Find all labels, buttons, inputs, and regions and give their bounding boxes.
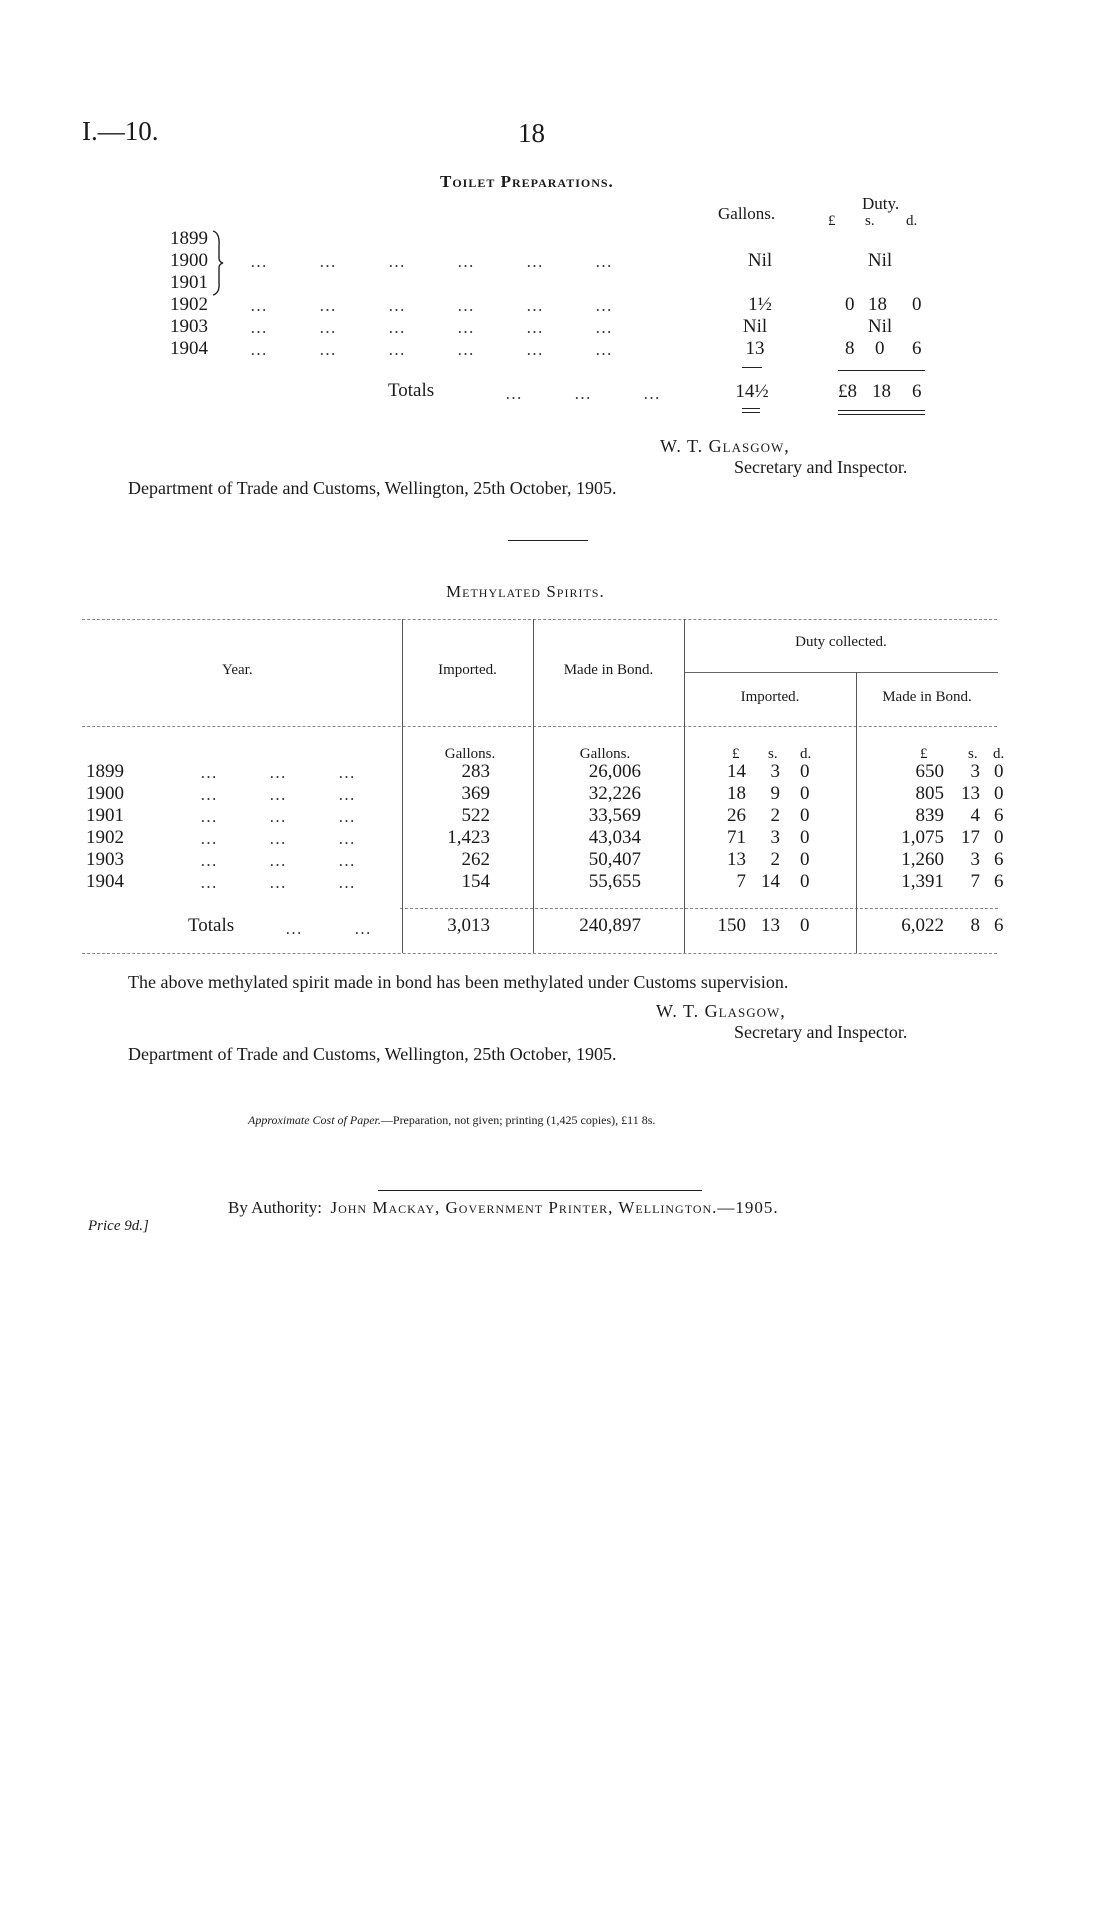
toilet-gallons: Nil — [742, 316, 768, 337]
meths-duty-made-pence: 0 — [994, 827, 1004, 848]
unit-gallons-imported: Gallons. — [444, 746, 496, 762]
unit-pence: d. — [993, 746, 1005, 762]
meths-duty-imp-pound: 7 — [736, 871, 746, 892]
meths-duty-imp-pence: 0 — [800, 849, 810, 870]
meths-duty-made-pound: 805 — [915, 783, 944, 804]
toilet-gallons: Nil — [747, 250, 773, 271]
toilet-signer-title: Secretary and Inspector. — [734, 457, 908, 477]
meths-duty-made-shilling: 3 — [970, 761, 980, 782]
toilet-duty-shilling: 0 — [875, 338, 885, 359]
leader-dots: … … — [285, 919, 373, 938]
meths-totals-made-shilling: 8 — [970, 915, 980, 936]
unit-pence: d. — [800, 746, 812, 762]
header-duty-made-in-bond: Made in Bond. — [882, 689, 972, 705]
meths-duty-made-shilling: 3 — [970, 849, 980, 870]
meths-duty-imp-shilling: 9 — [770, 783, 780, 804]
meths-duty-made-pence: 6 — [994, 849, 1004, 870]
toilet-dept-line: Department of Trade and Customs, Wellington, 25th October, 1905. — [128, 478, 617, 498]
toilet-totals-pound: £8 — [838, 381, 857, 402]
meths-imported: 369 — [461, 783, 490, 804]
unit-pound: £ — [920, 746, 928, 762]
meths-imported: 154 — [461, 871, 490, 892]
meths-totals-made: 240,897 — [579, 915, 641, 936]
meths-year: 1901 — [86, 805, 124, 826]
toilet-gallons: 13 — [745, 338, 765, 359]
price: Price 9d.] — [88, 1218, 149, 1234]
duty-subheader-rule — [684, 672, 998, 673]
meths-duty-made-shilling: 17 — [961, 827, 980, 848]
toilet-duty-pence: 6 — [912, 338, 922, 359]
meths-signer-title: Secretary and Inspector. — [734, 1022, 908, 1042]
meths-duty-made-shilling: 7 — [970, 871, 980, 892]
meths-year: 1903 — [86, 849, 124, 870]
meths-duty-imp-pound: 14 — [727, 761, 746, 782]
meths-duty-imp-pence: 0 — [800, 871, 810, 892]
toilet-signer-name: W. T. Glasgow, — [660, 436, 790, 456]
toilet-duty-shilling: 18 — [868, 294, 887, 315]
leader-dots: … … … — [200, 807, 357, 826]
toilet-year: 1901 — [170, 272, 208, 293]
meths-totals-imp-shilling: 13 — [761, 915, 780, 936]
meths-totals-made-pound: 6,022 — [901, 915, 944, 936]
meths-totals-imported: 3,013 — [447, 915, 490, 936]
meths-duty-imp-pound: 71 — [727, 827, 746, 848]
meths-made: 43,034 — [588, 827, 641, 848]
meths-duty-imp-shilling: 14 — [761, 871, 780, 892]
leader-dots: … … … … … … — [250, 340, 614, 359]
toilet-year: 1903 — [170, 316, 208, 337]
meths-duty-made-pound: 1,391 — [901, 871, 944, 892]
document-reference: I.—10. — [82, 116, 159, 146]
meths-year: 1900 — [86, 783, 124, 804]
toilet-duty-pound: 8 — [845, 338, 855, 359]
unit-pound: £ — [732, 746, 740, 762]
meths-dept-line: Department of Trade and Customs, Wellington, 25th October, 1905. — [128, 1044, 617, 1064]
table-bottom-rule — [82, 953, 997, 954]
unit-gallons-made: Gallons. — [579, 746, 631, 762]
toilet-unit-pence: d. — [906, 213, 918, 229]
meths-duty-made-pence: 6 — [994, 805, 1004, 826]
meths-duty-made-pound: 839 — [915, 805, 944, 826]
meths-duty-imp-pence: 0 — [800, 761, 810, 782]
table-top-rule — [82, 619, 997, 620]
toilet-signer — [660, 436, 790, 457]
meths-title: Methylated Spirits. — [446, 582, 605, 601]
toilet-duty-double-rule — [838, 410, 925, 415]
toilet-year: 1900 — [170, 250, 208, 271]
meths-signer-name: W. T. Glasgow, — [656, 1001, 786, 1021]
toilet-duty-pound: 0 — [845, 294, 855, 315]
year-bracket — [212, 230, 224, 296]
printer-line: John Mackay, Government Printer, Wellington.—1905. — [330, 1198, 779, 1217]
cost-text: —Preparation, not given; printing (1,425 copies), £11 8s. — [380, 1113, 656, 1127]
meths-totals-label: Totals — [188, 915, 235, 936]
meths-made: 32,226 — [588, 783, 641, 804]
leader-dots: … … … — [200, 785, 357, 804]
meths-duty-imp-pound: 18 — [727, 783, 746, 804]
meths-made: 33,569 — [588, 805, 641, 826]
toilet-col-duty: Duty. — [862, 194, 900, 213]
meths-duty-made-shilling: 13 — [961, 783, 980, 804]
meths-duty-made-pence: 0 — [994, 761, 1004, 782]
meths-imported: 1,423 — [447, 827, 490, 848]
meths-totals-imp-pound: 150 — [717, 915, 746, 936]
meths-duty-made-shilling: 4 — [970, 805, 980, 826]
leader-dots: … … … … … … — [250, 318, 614, 337]
toilet-gallons-rule — [742, 367, 762, 368]
toilet-duty-text: Nil — [867, 316, 893, 337]
meths-duty-imp-shilling: 2 — [770, 849, 780, 870]
meths-duty-made-pound: 1,075 — [901, 827, 944, 848]
meths-duty-imp-pence: 0 — [800, 805, 810, 826]
toilet-duty-text: Nil — [867, 250, 893, 271]
table-totals-rule — [400, 908, 998, 909]
meths-duty-imp-pound: 26 — [727, 805, 746, 826]
meths-rows — [0, 761, 1114, 897]
leader-dots: … … … — [505, 384, 662, 403]
toilet-unit-shilling: s. — [865, 213, 875, 229]
cost-label: Approximate Cost of Paper. — [248, 1113, 381, 1127]
unit-shilling: s. — [968, 746, 978, 762]
meths-imported: 262 — [461, 849, 490, 870]
toilet-gallons: 1½ — [748, 294, 772, 315]
toilet-totals-label: Totals — [388, 380, 435, 401]
meths-made: 55,655 — [588, 871, 641, 892]
table-header-rule — [82, 726, 997, 727]
toilet-year: 1899 — [170, 228, 208, 249]
meths-duty-imp-shilling: 3 — [770, 827, 780, 848]
unit-shilling: s. — [768, 746, 778, 762]
toilet-unit-pound: £ — [828, 213, 836, 229]
leader-dots: … … … — [200, 873, 357, 892]
toilet-totals-pence: 6 — [912, 381, 922, 402]
cost-of-paper — [248, 1113, 655, 1128]
toilet-year: 1904 — [170, 338, 208, 359]
leader-dots: … … … — [200, 851, 357, 870]
meths-signer — [656, 1001, 786, 1022]
authority-line — [228, 1198, 779, 1218]
authority-prefix: By Authority: — [228, 1198, 322, 1217]
meths-imported: 522 — [461, 805, 490, 826]
leader-dots: … … … — [200, 829, 357, 848]
toilet-duty-rule — [838, 370, 925, 371]
leader-dots: … … … … … … — [250, 252, 614, 271]
meths-duty-made-pound: 650 — [915, 761, 944, 782]
meths-year: 1904 — [86, 871, 124, 892]
header-imported: Imported. — [438, 662, 497, 678]
meths-duty-made-pence: 0 — [994, 783, 1004, 804]
footer-rule — [378, 1190, 702, 1191]
toilet-gallons-double-rule — [742, 408, 760, 413]
meths-duty-imp-pound: 13 — [727, 849, 746, 870]
header-duty-collected: Duty collected. — [795, 634, 887, 650]
toilet-duty-pence: 0 — [912, 294, 922, 315]
meths-duty-imp-shilling: 2 — [770, 805, 780, 826]
header-year: Year. — [222, 662, 253, 678]
toilet-col-gallons: Gallons. — [718, 204, 776, 223]
section-divider — [508, 540, 588, 541]
meths-imported: 283 — [461, 761, 490, 782]
meths-totals-made-pence: 6 — [994, 915, 1004, 936]
meths-made: 26,006 — [588, 761, 641, 782]
meths-duty-imp-pence: 0 — [800, 783, 810, 804]
leader-dots: … … … — [200, 763, 357, 782]
header-duty-imported: Imported. — [740, 689, 800, 705]
meths-duty-imp-pence: 0 — [800, 827, 810, 848]
meths-duty-made-pound: 1,260 — [901, 849, 944, 870]
toilet-totals-gallons: 14½ — [735, 381, 769, 402]
meths-duty-made-pence: 6 — [994, 871, 1004, 892]
meths-totals-imp-pence: 0 — [800, 915, 810, 936]
page-number: 18 — [518, 118, 545, 148]
header-made-in-bond: Made in Bond. — [563, 662, 654, 678]
toilet-title: Toilet Preparations. — [440, 172, 614, 191]
toilet-year: 1902 — [170, 294, 208, 315]
meths-year: 1902 — [86, 827, 124, 848]
toilet-totals-shilling: 18 — [872, 381, 891, 402]
leader-dots: … … … … … … — [250, 296, 614, 315]
meths-duty-imp-shilling: 3 — [770, 761, 780, 782]
meths-made: 50,407 — [588, 849, 641, 870]
meths-note: The above methylated spirit made in bond has been methylated under Customs supervision. — [128, 972, 789, 992]
meths-year: 1899 — [86, 761, 124, 782]
